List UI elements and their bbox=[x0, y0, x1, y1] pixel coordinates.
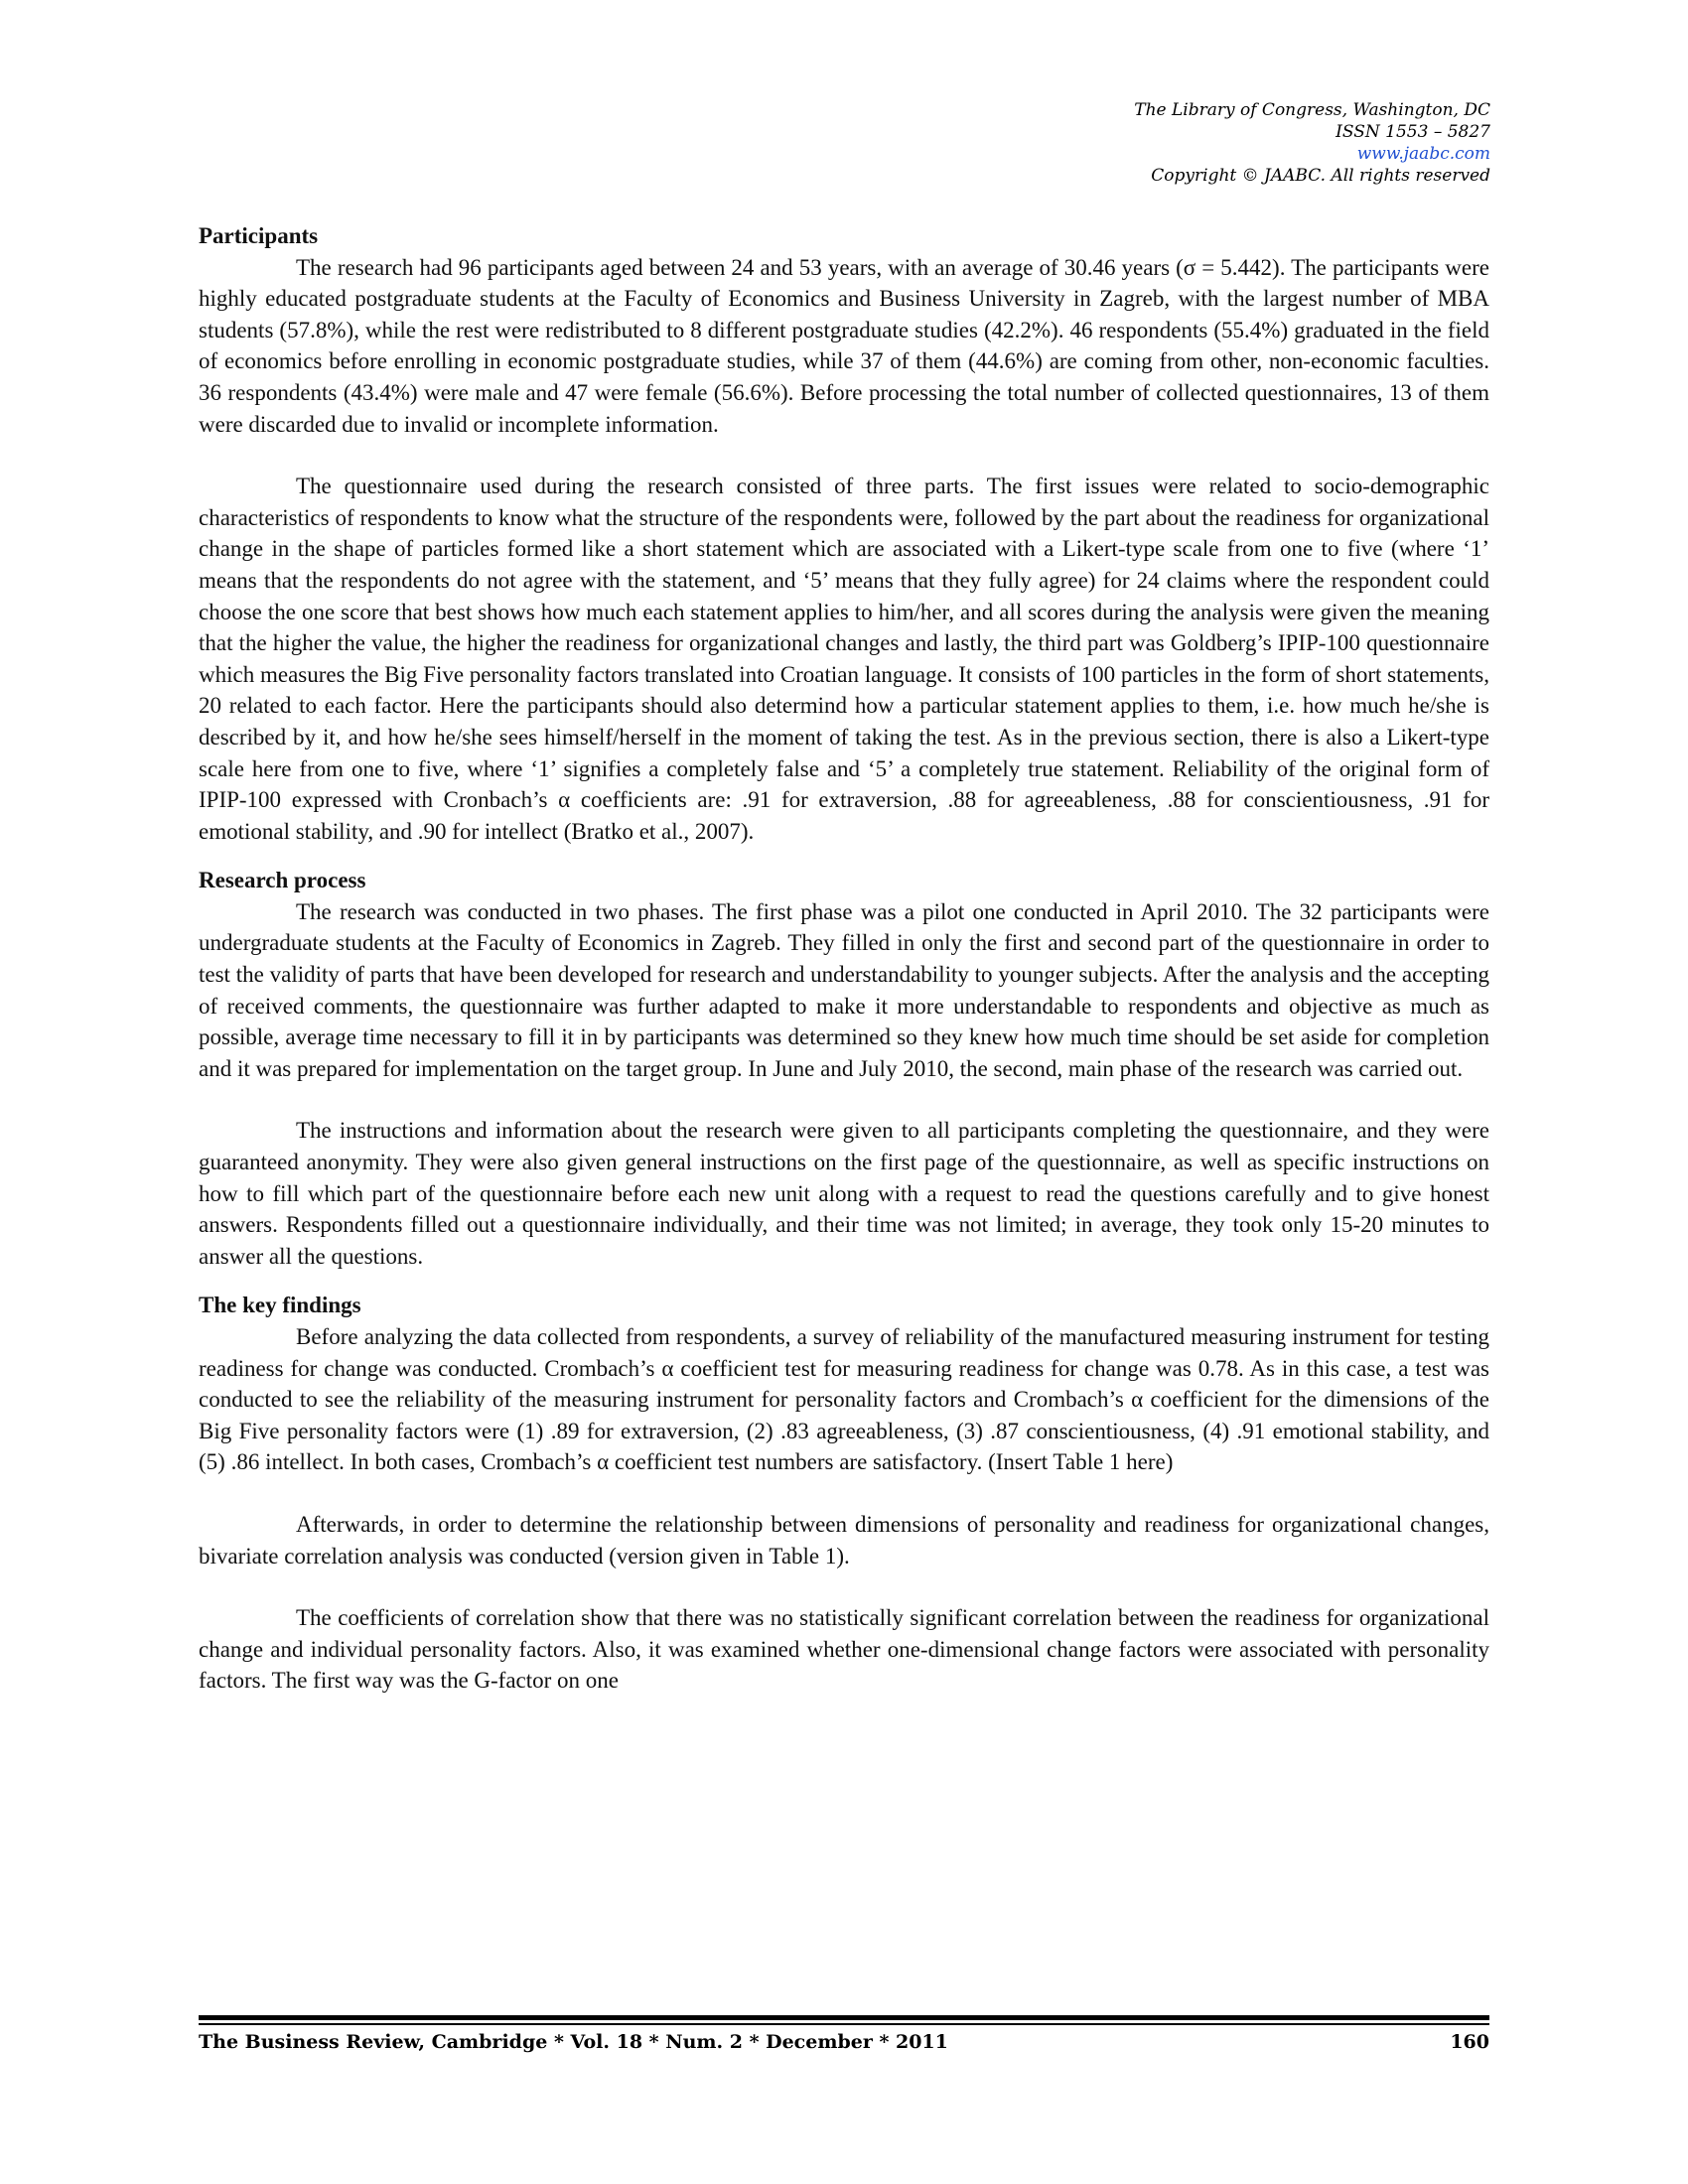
footer-rule-thick bbox=[199, 2015, 1489, 2020]
paragraph: Afterwards, in order to determine the relationship between dimensions of personality and readiness for organizational changes, bivariate correlation analysis was conducted (version given in Table 1). bbox=[199, 1511, 1489, 1569]
section-heading-key-findings: The key findings bbox=[199, 1293, 361, 1318]
page-number: 160 bbox=[1450, 2031, 1489, 2053]
paragraph: Before analyzing the data collected from respondents, a survey of reliability of the manufactured measuring instrument for testing readiness for change was conducted. Crombach’s α coefficient test for measuring readiness for change was 0.78. As in this case, a test was conducted to see the reliability of the measuring instrument for personality factors and Crombach’s α coefficient for the dimensions of the Big Five personality factors were (1) .89 for extraversion, (2) .83 agreeableness, (3) .87 conscientiousness, (4) .91 emotional stability, and (5) .86 intellect. In both cases, Crombach’s α coefficient test numbers are satisfactory. (Insert Table 1 here) bbox=[199, 1324, 1489, 1475]
header-issn: ISSN 1553 – 5827 bbox=[1336, 122, 1490, 142]
footer-journal-citation: The Business Review, Cambridge * Vol. 18 * Num. 2 * December * 2011 bbox=[199, 2031, 948, 2053]
paragraph: The questionnaire used during the research consisted of three parts. The first issues were related to socio-demographic characteristics of respondents to know what the structure of the respondents were, followed by the part about the readiness for organizational change in the shape of particles formed like a short statement which are associated with a Likert-type scale from one to five (where ‘1’ means that the respondents do not agree with the statement, and ‘5’ means that they fully agree) for 24 claims where the respondent could choose the one score that best shows how much each statement applies to him/her, and all scores during the analysis were given the meaning that the higher the value, the higher the readiness for organizational changes and lastly, the third part was Goldberg’s IPIP-100 questionnaire which measures the Big Five personality factors translated into Croatian language. It consists of 100 particles in the form of short statements, 20 related to each factor. Here the participants should also determind how a particular statement applies to them, i.e. how much he/she is described by it, and how he/she sees himself/herself in the moment of taking the test. As in the previous section, there is also a Likert-type scale here from one to five, where ‘1’ signifies a completely false and ‘5’ a completely true statement. Reliability of the original form of IPIP-100 expressed with Cronbach’s α coefficients are: .91 for extraversion, .88 for agreeableness, .88 for conscientiousness, .91 for emotional stability, and .90 for intellect (Bratko et al., 2007). bbox=[199, 474, 1489, 844]
paragraph: The coefficients of correlation show that there was no statistically significant correlation between the readiness for organizational change and individual personality factors. Also, it was examined whether one-dimensional change factors were associated with personality factors. The first way was the G-factor on one bbox=[199, 1605, 1489, 1694]
page-footer bbox=[199, 2031, 1489, 2053]
header-copyright: Copyright © JAABC. All rights reserved bbox=[1151, 166, 1490, 186]
section-heading-research-process: Research process bbox=[199, 868, 366, 893]
paragraph: The instructions and information about the research were given to all participants completing the questionnaire, and they were guaranteed anonymity. They were also given general instructions on the first page of the questionnaire, as well as specific instructions on how to fill which part of the questionnaire before each new unit along with a request to read the questions carefully and to give honest answers. Respondents filled out a questionnaire individually, and their time was not limited; in average, they took only 15-20 minutes to answer all the questions. bbox=[199, 1118, 1489, 1269]
footer-rule-thin bbox=[199, 2023, 1489, 2025]
main-content bbox=[199, 220, 1489, 1697]
paragraph: The research was conducted in two phases. The first phase was a pilot one conducted in April 2010. The 32 participants were undergraduate students at the Faculty of Economics in Zagreb. They filled in only the first and second part of the questionnaire in order to test the validity of parts that have been developed for research and understandability to younger subjects. After the analysis and the accepting of received comments, the questionnaire was further adapted to make it more understandable to respondents and objective as much as possible, average time necessary to fill it in by participants was determined so they knew how much time should be set aside for completion and it was prepared for implementation on the target group. In June and July 2010, the second, main phase of the research was carried out. bbox=[199, 898, 1489, 1081]
header-website-link[interactable]: www.jaabc.com bbox=[1356, 144, 1490, 164]
page-header bbox=[1134, 99, 1490, 187]
paragraph: The research had 96 participants aged between 24 and 53 years, with an average of 30.46 years (σ = 5.442). The participants were highly educated postgraduate students at the Faculty of Economics and Business University in Zagreb, with the largest number of MBA students (57.8%), while the rest were redistributed to 8 different postgraduate studies (42.2%). 46 respondents (55.4%) graduated in the field of economics before enrolling in economic postgraduate studies, while 37 of them (44.6%) are coming from other, non-economic faculties. 36 respondents (43.4%) were male and 47 were female (56.6%). Before processing the total number of collected questionnaires, 13 of them were discarded due to invalid or incomplete information. bbox=[199, 254, 1489, 437]
section-heading-participants: Participants bbox=[199, 223, 319, 248]
header-library: The Library of Congress, Washington, DC bbox=[1134, 100, 1490, 120]
